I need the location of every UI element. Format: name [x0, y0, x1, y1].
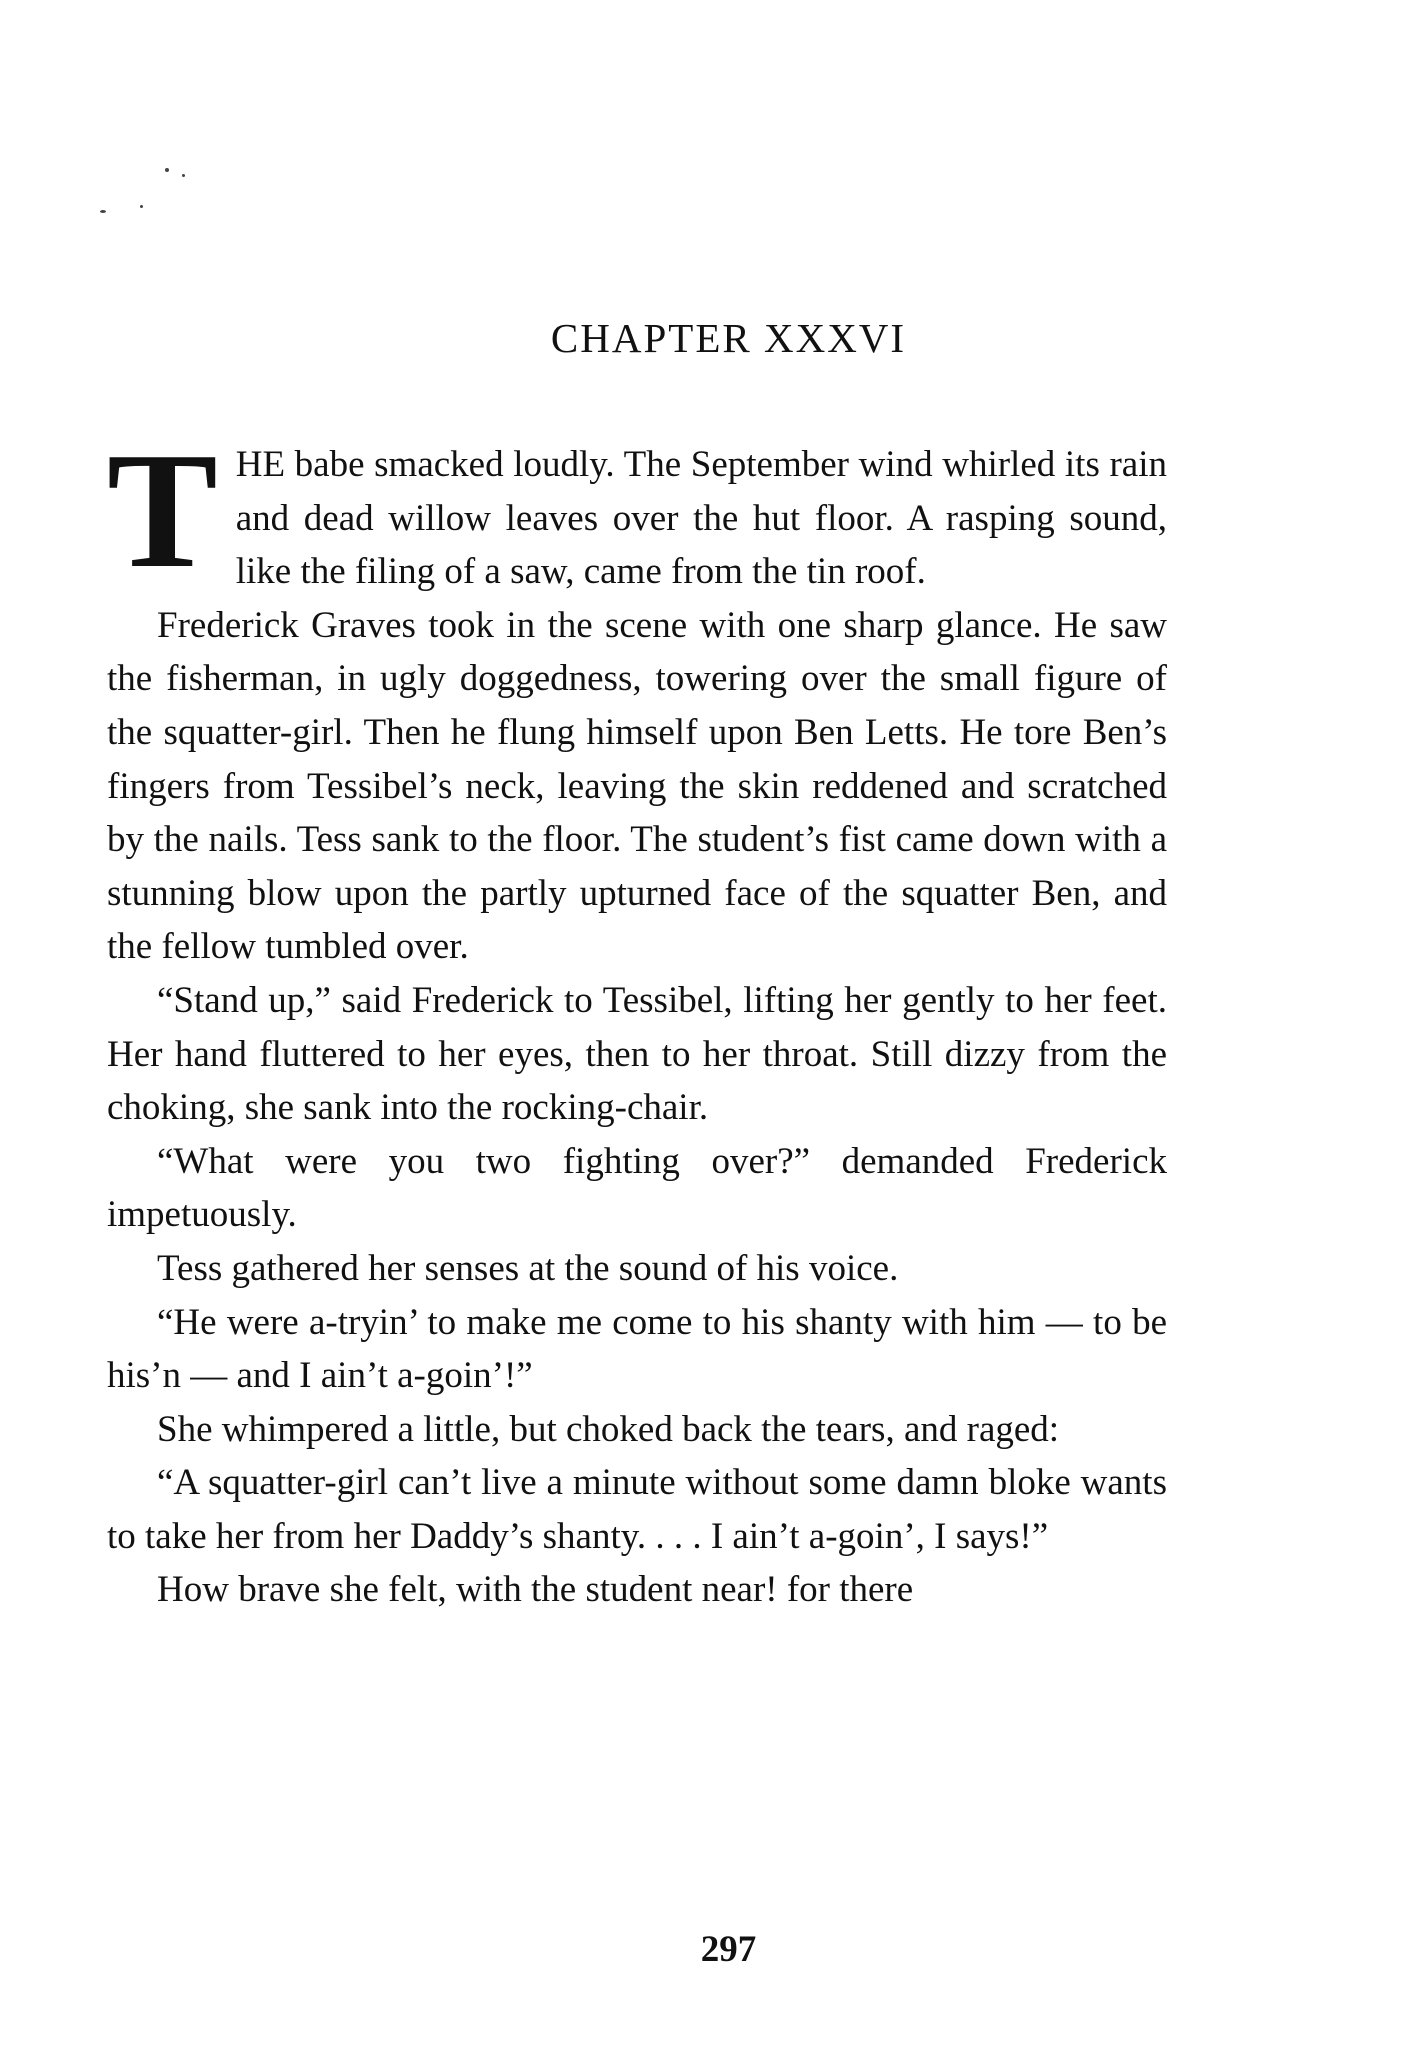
paragraph: How brave she felt, with the student near! for there [157, 1569, 914, 1611]
paragraph: “He were a-tryin’ to make me come to his shanty with him — to be his’n — and I ain’t a-goin’!” [107, 1301, 1167, 1397]
ink-speck [140, 205, 143, 208]
page-number: 297 [700, 1929, 757, 1970]
paragraph: HE babe smacked loudly. The September wind whirled its rain and dead willow leaves over the hut floor. A rasping sound, like the filing of a saw, came from the tin roof. [235, 444, 1167, 593]
drop-cap: T [107, 418, 218, 602]
body-text [107, 418, 1167, 1617]
ink-speck [165, 168, 169, 172]
paragraph: “Stand up,” said Frederick to Tessibel, lifting her gently to her feet. Her hand fluttered to her eyes, then to her throat. Still dizzy from the choking, she sank into the rocking-chair. [107, 979, 1167, 1129]
chapter-title: CHAPTER XXXVI [550, 315, 907, 361]
ink-speck [182, 174, 185, 177]
opening-paragraph-wrap [107, 418, 1167, 602]
paragraph: Frederick Graves took in the scene with one sharp glance. He saw the fisherman, in ugly doggedness, towering over the small figure of the squatter-girl. Then he flung himself upon Ben Letts. He tore Ben’s fingers from Tessibel’s neck, leaving the skin reddened and scratched by the nails. Tess sank to the floor. The student’s fist came down with a stunning blow upon the partly upturned face of the squatter Ben, and the fellow tumbled over. [107, 604, 1167, 968]
ink-speck [100, 210, 106, 213]
paragraph: She whimpered a little, but choked back the tears, and raged: [157, 1408, 1060, 1450]
paragraph: Tess gathered her senses at the sound of his voice. [157, 1247, 899, 1289]
paragraph: “A squatter-girl can’t live a minute without some damn bloke wants to take her from her Daddy’s shanty. . . . I ain’t a-goin’, I says!” [107, 1462, 1167, 1557]
paragraph: “What were you two fighting over?” demanded Frederick impetuously. [107, 1140, 1167, 1236]
